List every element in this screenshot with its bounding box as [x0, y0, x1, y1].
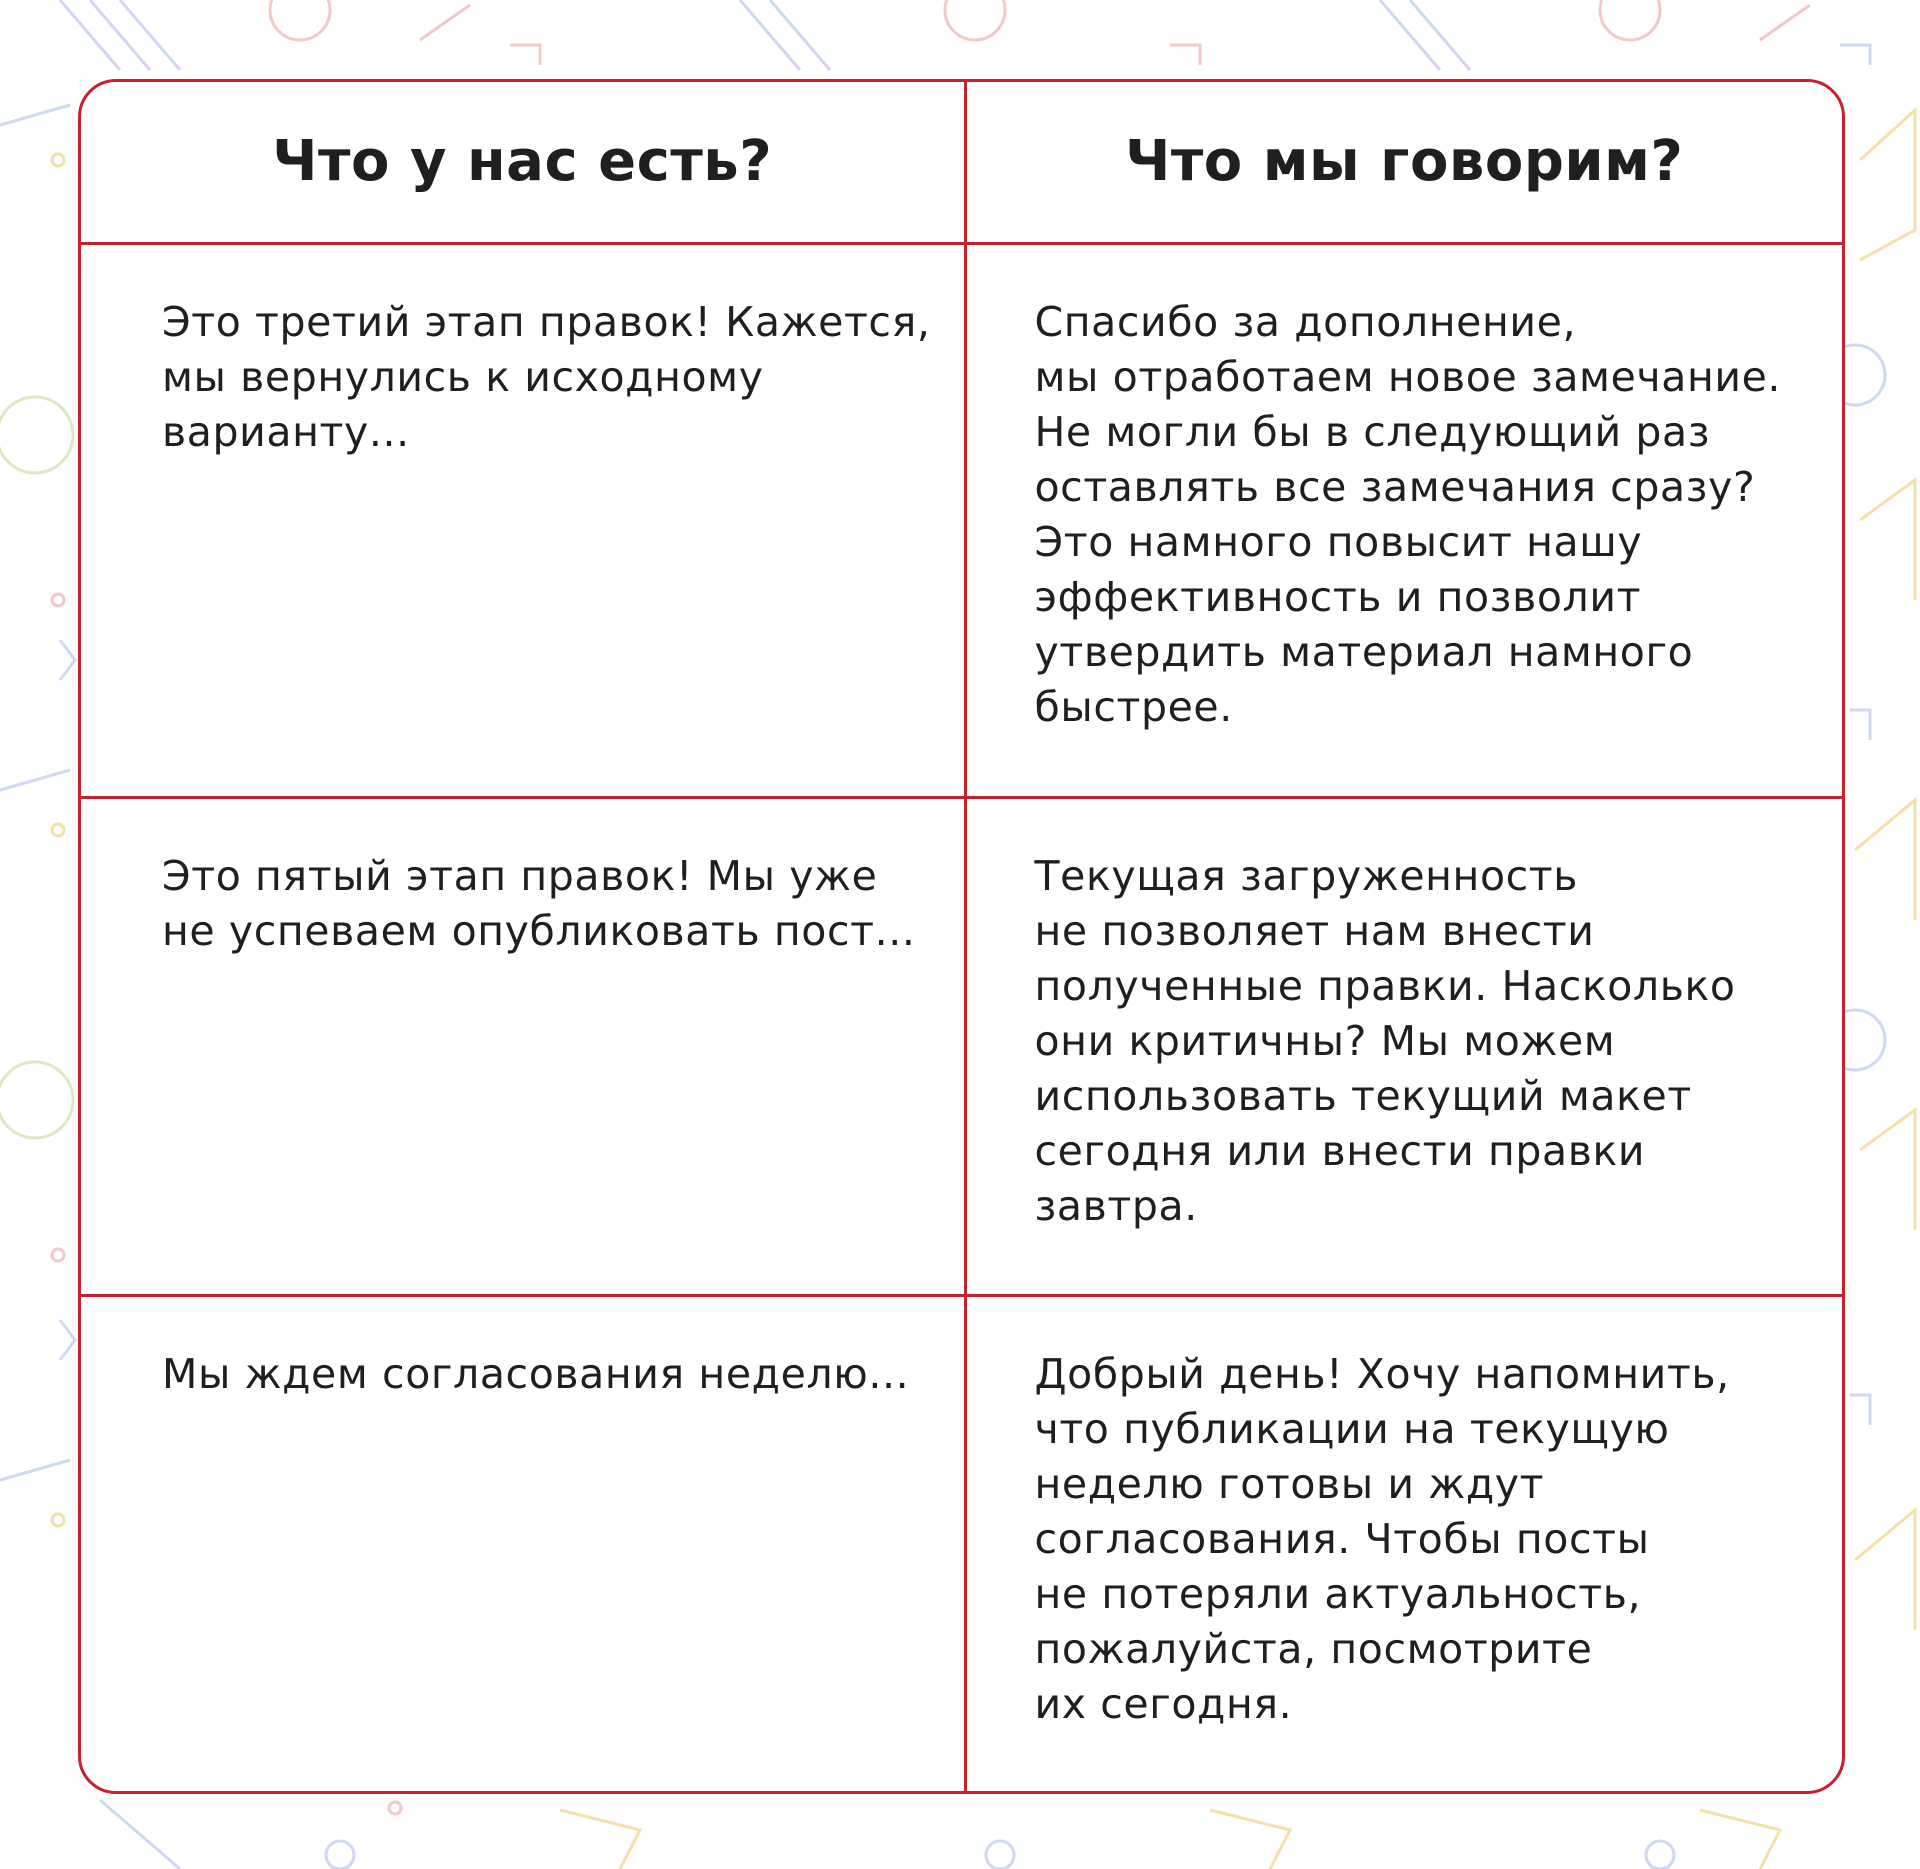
situation-text: Это пятый этап правок! Мы уже не успеваем опубликовать пост...: [162, 851, 916, 955]
response-text: Спасибо за дополнение, мы отработаем новое замечание. Не могли бы в следующий раз оставлять все замечания сразу? Это намного повысит нашу эффективность и позволит утвердить материал намного быстрее.: [1034, 297, 1782, 731]
situation-text: Мы ждем согласования неделю...: [162, 1349, 910, 1398]
response-cell: [965, 797, 1842, 1295]
response-cell: [965, 243, 1842, 797]
situation-cell: [81, 797, 965, 1295]
header-situation: Что у нас есть?: [81, 82, 965, 243]
header-response: Что мы говорим?: [965, 82, 1842, 243]
table-row: [81, 1295, 1842, 1791]
response-text: Текущая загруженность не позволяет нам внести полученные правки. Насколько они критичны? Мы можем использовать текущий макет сегодня или внести правки завтра.: [1034, 851, 1736, 1230]
situation-cell: [81, 1295, 965, 1791]
comparison-card: [78, 79, 1845, 1794]
table-header-row: [81, 82, 1842, 243]
situation-text: Это третий этап правок! Кажется, мы вернулись к исходному варианту...: [162, 297, 931, 456]
table-row: [81, 243, 1842, 797]
comparison-table: [81, 82, 1842, 1791]
table-row: [81, 797, 1842, 1295]
response-text: Добрый день! Хочу напомнить, что публикации на текущую неделю готовы и ждут согласования. Чтобы посты не потеряли актуальность, пожалуйста, посмотрите их сегодня.: [1034, 1349, 1730, 1728]
situation-cell: [81, 243, 965, 797]
response-cell: [965, 1295, 1842, 1791]
